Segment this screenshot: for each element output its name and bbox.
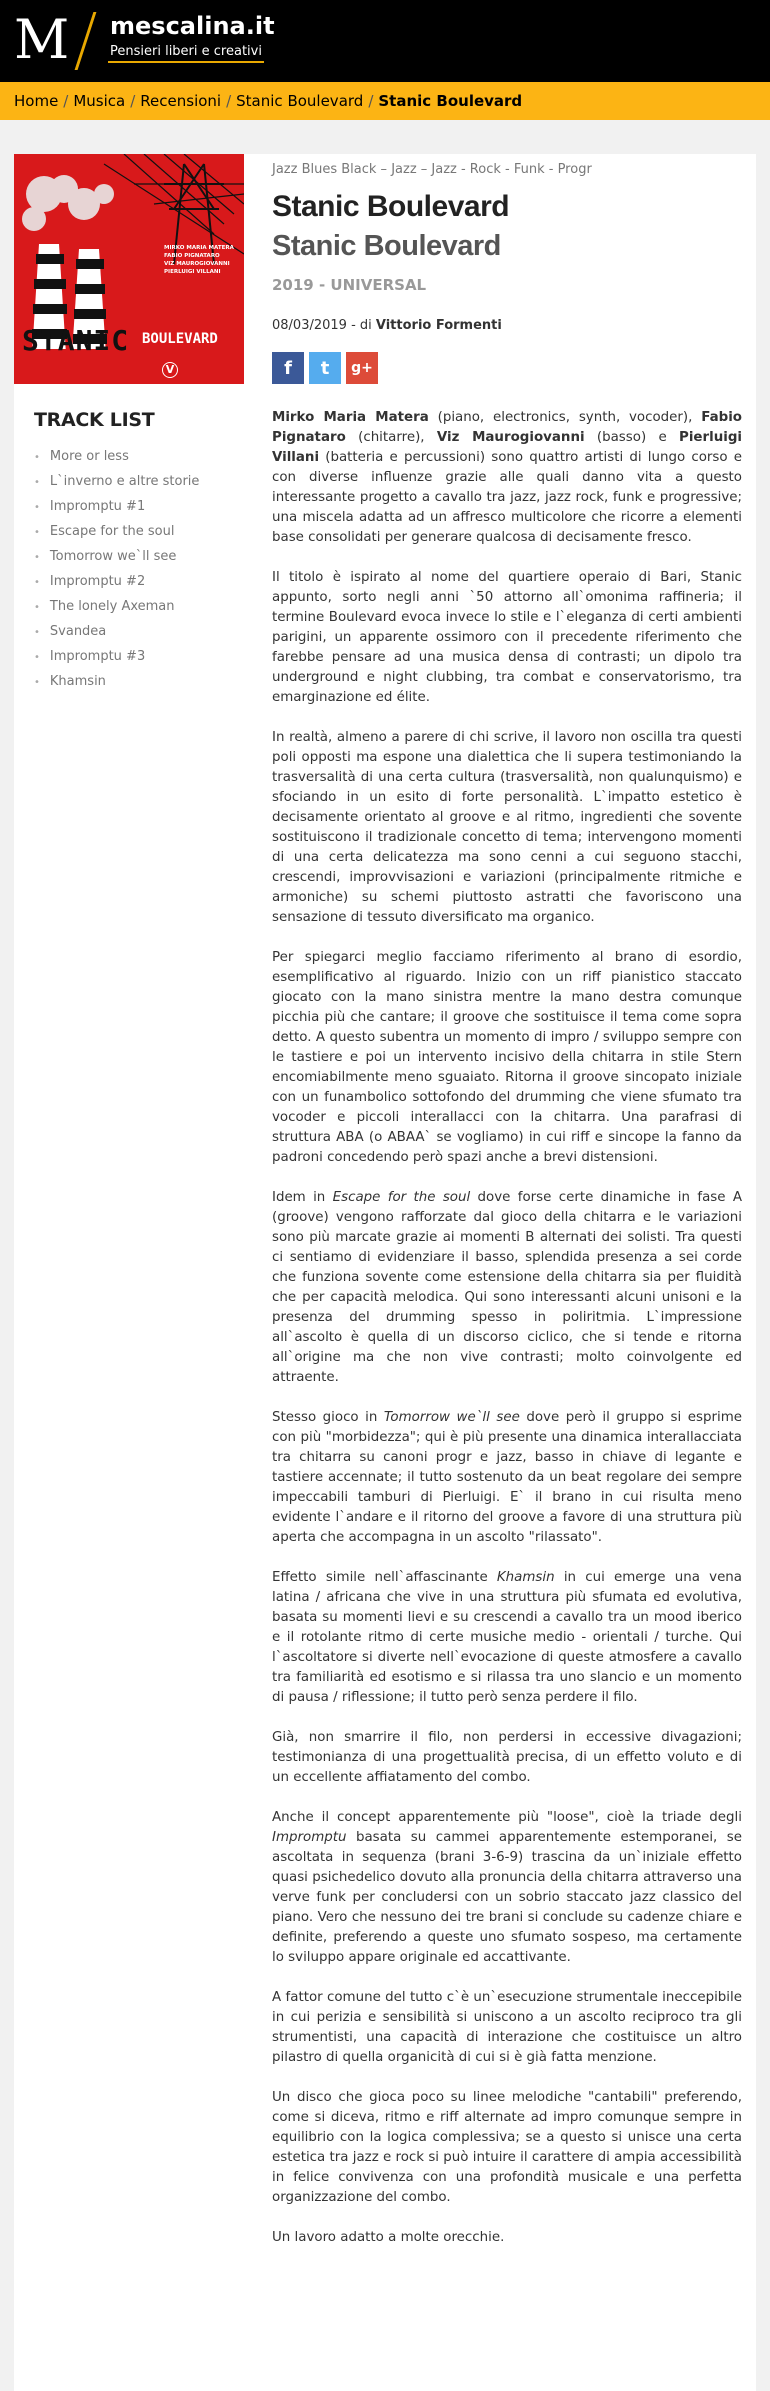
logo-icon[interactable]: M — [14, 8, 68, 71]
article-paragraph: Mirko Maria Matera (piano, electronics, synth, vocoder), Fabio Pignataro (chitarre), Viz Maurogiovanni (basso) e Pierluigi Villani (batteria e percussioni) sono quattro artisti di lungo corso e con diverse influenze grazie alle quali danno vita a questo interessante progetto a cavallo tra jazz, jazz rock, funk e progressive; una miscela adatta ad un affresco multicolore che ricorre a elementi base consolidati per generare qualcosa di decisamente fresco. — [272, 410, 742, 545]
article-paragraph: In realtà, almeno a parere di chi scrive, il lavoro non oscilla tra questi poli opposti ma espone una dialettica che li supera testimoniando la trasversalità di una certa cultura (trasversalità, non qualunquismo) e sfociando in un esito di forte personalità. L`impatto estetico è decisamente orientato al groove e al ritmo, ingredienti che sovente sostituiscono il tradizionale concetto di tema; intervengono momenti di una certa delicatezza ma sono cenni a cui seguono stacchi, crescendi, improvvisazioni e variazioni (principalmente ritmiche e armoniche) su schemi piuttosto astratti che favoriscono una sensazione di tessuto diversificato ma organico. — [272, 730, 742, 925]
track-item: • Khamsin — [34, 669, 199, 694]
breadcrumb-current: Stanic Boulevard — [378, 92, 523, 110]
cover-credit: MIRKO MARIA MATERA — [164, 245, 234, 251]
article-paragraph: Il titolo è ispirato al nome del quartiere operaio di Bari, Stanic appunto, sorto negli anni `50 attorno all`omonima raffineria; il termine Boulevard evoca invece lo stile e l`eleganza di certi ambienti parigini, un apparente ossimoro con il precedente riferimento che farebbe pensare ad una musica densa di contrasti; un dipolo tra underground e night clubbing, tra combat e conservatorismo, tra emarginazione ed élite. — [272, 570, 742, 705]
facebook-share-icon[interactable]: f — [272, 352, 304, 384]
article-paragraph: Anche il concept apparentemente più "loose", cioè la triade degli Impromptu basata su cammei apparentemente estemporanei, se ascoltata in sequenza (brani 3-6-9) trascina da un`iniziale effetto quasi psichedelico dovuto alla pronuncia della chitarra attraverso una verve funk per concludersi con un sobrio staccato jazz classico del piano. Vero che nessuno dei tre brani si conclude su cadenze chiare e definite, preferendo a queste uno sfumato sospeso, ma certamente lo sviluppo appare originale ed accattivante. — [272, 1810, 742, 1965]
author-link[interactable]: Vittorio Formenti — [375, 318, 502, 333]
breadcrumb-separator: / — [226, 92, 232, 110]
article-paragraph: Un lavoro adatto a molte orecchie. — [272, 2230, 505, 2245]
track-item: • Escape for the soul — [34, 519, 199, 544]
article-paragraph: Per spiegarci meglio facciamo riferimento al brano di esordio, esemplificativo al riguardo. Inizio con un riff pianistico staccato giocato con la mano sinistra mentre la mano destra comunque picchia più che cantare; il groove che sostituisce il tema come sopra detto. A questo subentra un momento di impro / sviluppo sempre con le tastiere e poi un intervento incisivo della chitarra in stile Stern encomiabilmente meno sguaiato. Ritorna il groove sincopato iniziale con un funambolico sottofondo del drumming che viene sfumato tra vocoder e piccoli interallacci con la chitarra. Una parafrasi di struttura ABA (o ABAA` se vogliamo) in cui riff e sincope la fanno da padroni concedendo però spazi anche a brevi distensioni. — [272, 950, 742, 1165]
cover-credit: VIZ MAUROGIOVANNI — [164, 261, 230, 267]
year-label: 2019 - UNIVERSAL — [272, 276, 427, 294]
track-item: • The lonely Axeman — [34, 594, 199, 619]
breadcrumb-recensioni[interactable]: Recensioni — [140, 92, 222, 110]
social-share — [272, 352, 378, 384]
cover-credits — [164, 244, 234, 276]
track-item: • Tomorrow we`ll see — [34, 544, 199, 569]
track-item: • Impromptu #1 — [34, 494, 199, 519]
site-header — [0, 0, 770, 82]
main-container — [14, 154, 756, 2391]
breadcrumb-home[interactable]: Home — [14, 92, 59, 110]
genre-list: Jazz Blues Black – Jazz – Jazz - Rock - Funk - Progr — [272, 162, 592, 177]
breadcrumb-separator: / — [368, 92, 374, 110]
cover-credit: FABIO PIGNATARO — [164, 253, 220, 259]
article-paragraph: Idem in Escape for the soul dove forse certe dinamiche in fase A (groove) vengono rafforzate dal gioco della chitarra e le variazioni sono più marcate grazie ai momenti B alternati dei solisti. Tra questi ci sentiamo di evidenziare il basso, splendida presenza a sei corde che funziona sovente come estensione della chitarra sia per fluidità che per capacità melodica. Qui sono interessanti alcuni unisoni e la presenza del drumming spesso in poliritmia. L`impressione all`ascolto è quella di un discorso ciclico, che si tende e ritorna all`origine ma che non vive contrasti; molto coinvolgente ed attraente. — [272, 1190, 742, 1385]
googleplus-share-icon[interactable]: g+ — [346, 352, 378, 384]
breadcrumb-separator: / — [130, 92, 136, 110]
track-item: • Impromptu #2 — [34, 569, 199, 594]
tracklist — [34, 444, 199, 694]
logo-slash — [75, 12, 97, 70]
page-title: Stanic Boulevard — [272, 190, 510, 223]
breadcrumb-separator: / — [63, 92, 69, 110]
cover-credit: PIERLUIGI VILLANI — [164, 269, 221, 275]
article-paragraph: Già, non smarrire il filo, non perdersi in eccessive divagazioni; testimonianza di una progettualità precisa, di un effetto voluto e di un eccellente affiatamento del combo. — [272, 1730, 742, 1785]
site-name[interactable]: mescalina.it — [110, 12, 275, 40]
article-paragraph: Un disco che gioca poco su linee melodiche "cantabili" preferendo, come si diceva, ritmo e riff alternate ad impro comunque sempre in equilibrio con la logica complessiva; se a questo si unisce una certa estetica tra jazz e rock si può intuire il carattere di ampia accessibilità in felice convivenza con una profondità musicale e una perfetta organizzazione del combo. — [272, 2090, 742, 2205]
breadcrumb-musica[interactable]: Musica — [73, 92, 126, 110]
cover-title-right: BOULEVARD — [142, 331, 218, 347]
album-cover — [14, 154, 244, 384]
record-label-logo: V — [162, 362, 178, 378]
breadcrumb — [0, 82, 770, 120]
track-item: • L`inverno e altre storie — [34, 469, 199, 494]
breadcrumb-artist[interactable]: Stanic Boulevard — [236, 92, 364, 110]
article-paragraph: Stesso gioco in Tomorrow we`ll see dove però il gruppo si esprime con più "morbidezza"; qui è più presente una dinamica interallacciata tra chitarra su canoni progr e jazz, basso in chiave di legante e tastiere accennate; il tutto sostenuto da un beat regolare dei sempre impeccabili tamburi di Pierluigi. E` il brano in cui risulta meno evidente l`andare e il ritorno del groove a favore di una struttura più aperta che accompagna in un ascolto "rilassato". — [272, 1410, 742, 1545]
twitter-share-icon[interactable]: t — [309, 352, 341, 384]
cover-title-left: STANIC — [22, 324, 130, 357]
album-title: Stanic Boulevard — [272, 230, 501, 262]
article-paragraph: A fattor comune del tutto c`è un`esecuzione strumentale ineccepibile in cui perizia e sensibilità si uniscono a un ascolto reciproco tra gli strumentisti, una capacità di interazione che costituisce un altro pilastro di quella organicità di cui si è già fatta menzione. — [272, 1990, 742, 2065]
track-item: • Impromptu #3 — [34, 644, 199, 669]
track-item: • More or less — [34, 444, 199, 469]
byline-separator: - di — [346, 318, 376, 333]
tracklist-title: TRACK LIST — [34, 409, 155, 431]
article-date: 08/03/2019 — [272, 318, 347, 333]
byline — [272, 318, 502, 333]
article-body — [272, 408, 742, 2268]
site-tagline: Pensieri liberi e creativi — [108, 44, 264, 63]
article-paragraph: Effetto simile nell`affascinante Khamsin in cui emerge una vena latina / africana che vive in una struttura più sfumata ed evolutiva, basata su momenti lievi e su crescendi a cavallo tra un mood iberico e il rotolante ritmo di certe musiche medio - orientali / turche. Qui l`ascoltatore si diverte nell`evocazione di queste atmosfere a cavallo tra familiarità ed esotismo e si rilassa tra uno slancio e un momento di pausa / riflessione; il tutto però senza perdere il filo. — [272, 1570, 742, 1705]
track-item: • Svandea — [34, 619, 199, 644]
